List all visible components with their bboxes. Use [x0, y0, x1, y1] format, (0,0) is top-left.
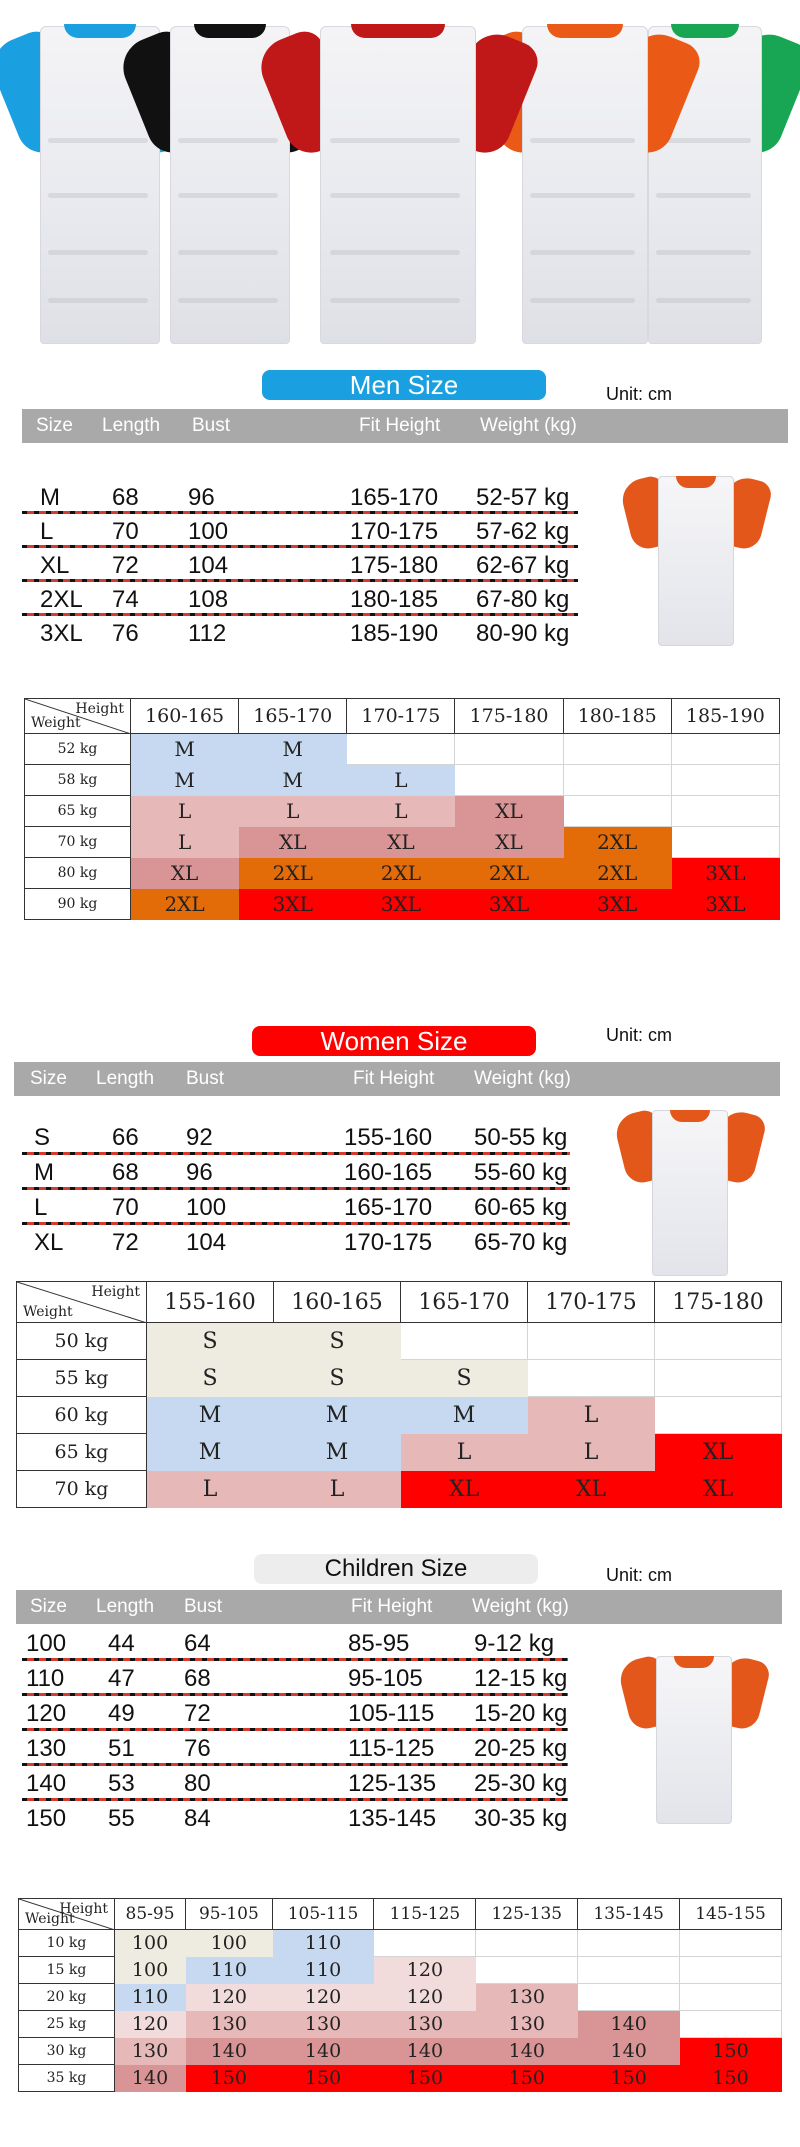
women-grid-corner-height: Height [91, 1284, 140, 1300]
children-grid-cell: 150 [272, 2065, 374, 2092]
men-grid-row [25, 827, 780, 858]
women-grid-corner [17, 1282, 147, 1323]
men-row-bust: 112 [188, 620, 227, 647]
children-row-weight: 30-35 kg [474, 1805, 568, 1832]
children-grid-cell [680, 1930, 782, 1957]
children-grid-height-header: 135-145 [578, 1899, 680, 1930]
men-row-bust: 100 [188, 518, 229, 545]
women-grid-row [17, 1434, 782, 1471]
women-grid-cell: XL [528, 1471, 655, 1508]
children-grid-cell [578, 1957, 680, 1984]
women-grid-height-header: 155-160 [147, 1282, 274, 1323]
women-grid-weight-label: 65 kg [17, 1434, 147, 1471]
women-grid-cell: L [147, 1471, 274, 1508]
children-grid-cell: 150 [578, 2065, 680, 2092]
men-grid-cell: 3XL [347, 889, 455, 920]
women-header-bar [14, 1062, 780, 1096]
men-grid-cell: 3XL [671, 858, 779, 889]
children-row-weight: 20-25 kg [474, 1735, 568, 1762]
children-row-length: 51 [108, 1735, 135, 1762]
children-size-row [0, 1698, 600, 1732]
children-row-size: 120 [26, 1700, 67, 1727]
women-grid-cell: S [147, 1323, 274, 1360]
men-grid-corner-weight: Weight [31, 715, 81, 731]
children-grid-cell: 140 [272, 2038, 374, 2065]
women-row-weight: 55-60 kg [474, 1159, 568, 1186]
children-header-bar [16, 1590, 782, 1624]
children-row-weight: 9-12 kg [474, 1630, 555, 1657]
women-size-row [0, 1227, 600, 1261]
women-grid-height-header: 175-180 [655, 1282, 782, 1323]
children-grid-cell: 150 [374, 2065, 476, 2092]
children-row-bust: 64 [184, 1630, 211, 1657]
men-unit-label: Unit: cm [606, 384, 673, 404]
men-grid-cell: L [131, 796, 239, 827]
women-unit-label: Unit: cm [606, 1025, 673, 1045]
children-grid-row [19, 1984, 782, 2011]
men-grid-cell [455, 765, 563, 796]
women-size-row [0, 1157, 600, 1191]
men-grid-cell [563, 796, 671, 827]
hero-tshirt-red [268, 18, 528, 348]
women-grid-cell: S [274, 1323, 401, 1360]
men-grid-cell: L [347, 765, 455, 796]
children-grid-cell [680, 2011, 782, 2038]
men-header-length: Length [102, 415, 161, 436]
women-row-size: L [34, 1194, 48, 1221]
children-grid-corner-weight: Weight [25, 1911, 75, 1927]
women-grid-cell: L [528, 1397, 655, 1434]
children-row-size: 140 [26, 1770, 67, 1797]
men-row-length: 74 [112, 586, 139, 613]
men-grid-cell: 2XL [131, 889, 239, 920]
children-grid-cell [680, 1984, 782, 2011]
women-grid-cell: S [401, 1360, 528, 1397]
men-grid-weight-label: 52 kg [25, 734, 131, 765]
men-grid-cell: M [239, 765, 347, 796]
women-grid-cell: XL [655, 1471, 782, 1508]
children-grid-header-row [19, 1899, 782, 1930]
children-size-grid [18, 1898, 782, 2092]
men-row-size: XL [40, 552, 70, 579]
women-row-fit-height: 170-175 [344, 1229, 433, 1256]
men-header-bust: Bust [192, 415, 231, 436]
children-size-title: Children Size [254, 1554, 538, 1584]
women-grid-cell: M [147, 1397, 274, 1434]
women-grid-cell: XL [655, 1434, 782, 1471]
children-grid-height-header: 95-105 [186, 1899, 272, 1930]
men-grid-weight-label: 65 kg [25, 796, 131, 827]
men-row-length: 76 [112, 620, 139, 647]
children-row-fit-height: 135-145 [348, 1805, 437, 1832]
men-grid-cell: 2XL [347, 858, 455, 889]
children-grid-height-header: 85-95 [115, 1899, 186, 1930]
women-row-length: 68 [112, 1159, 139, 1186]
women-row-length: 72 [112, 1229, 139, 1256]
children-row-bust: 84 [184, 1805, 211, 1832]
children-row-divider [22, 1798, 568, 1801]
men-row-divider [22, 579, 578, 582]
men-grid-row [25, 889, 780, 920]
women-grid-cell [401, 1323, 528, 1360]
women-grid-row [17, 1323, 782, 1360]
women-grid-row [17, 1471, 782, 1508]
women-grid-header-row [17, 1282, 782, 1323]
men-grid-row [25, 734, 780, 765]
children-header-length: Length [96, 1596, 155, 1617]
women-grid-row [17, 1397, 782, 1434]
men-header-bar [22, 409, 788, 443]
men-row-length: 72 [112, 552, 139, 579]
women-row-weight: 60-65 kg [474, 1194, 568, 1221]
women-grid-cell: M [401, 1397, 528, 1434]
children-grid-cell [476, 1957, 578, 1984]
women-header-size: Size [30, 1068, 67, 1089]
children-grid-row [19, 1957, 782, 1984]
children-grid-cell: 110 [186, 1957, 272, 1984]
men-grid-corner-height: Height [75, 701, 124, 717]
children-grid-cell: 140 [578, 2038, 680, 2065]
children-grid-height-header: 125-135 [476, 1899, 578, 1930]
women-row-fit-height: 165-170 [344, 1194, 433, 1221]
children-grid-height-header: 115-125 [374, 1899, 476, 1930]
women-row-fit-height: 160-165 [344, 1159, 433, 1186]
men-row-weight: 62-67 kg [476, 552, 570, 579]
men-grid-cell [671, 734, 779, 765]
children-grid-cell: 100 [115, 1957, 186, 1984]
men-row-bust: 104 [188, 552, 229, 579]
men-row-size: 3XL [40, 620, 83, 647]
women-size-row [0, 1122, 600, 1156]
women-row-size: M [34, 1159, 54, 1186]
men-row-fit-height: 170-175 [350, 518, 439, 545]
men-grid-header-row [25, 699, 780, 734]
men-row-fit-height: 175-180 [350, 552, 439, 579]
men-row-weight: 52-57 kg [476, 484, 570, 511]
children-grid-row [19, 2011, 782, 2038]
children-header-fit-height: Fit Height [351, 1596, 433, 1617]
men-grid-height-header: 160-165 [131, 699, 239, 734]
women-grid-height-header: 160-165 [274, 1282, 401, 1323]
women-row-divider [22, 1152, 570, 1155]
men-size-grid [24, 698, 780, 920]
children-row-weight: 15-20 kg [474, 1700, 568, 1727]
children-grid-cell: 150 [680, 2065, 782, 2092]
children-grid-cell: 130 [374, 2011, 476, 2038]
men-row-fit-height: 180-185 [350, 586, 439, 613]
children-row-fit-height: 85-95 [348, 1630, 410, 1657]
men-size-row [0, 618, 600, 652]
children-row-bust: 76 [184, 1735, 211, 1762]
men-row-fit-height: 185-190 [350, 620, 439, 647]
men-grid-cell [671, 796, 779, 827]
children-header-weight: Weight (kg) [472, 1596, 569, 1617]
women-grid-cell: L [274, 1471, 401, 1508]
men-row-size: 2XL [40, 586, 83, 613]
women-row-size: S [34, 1124, 51, 1151]
men-grid-row [25, 858, 780, 889]
women-grid-weight-label: 50 kg [17, 1323, 147, 1360]
children-row-fit-height: 95-105 [348, 1665, 423, 1692]
men-grid-height-header: 170-175 [347, 699, 455, 734]
women-grid-weight-label: 55 kg [17, 1360, 147, 1397]
women-row-fit-height: 155-160 [344, 1124, 433, 1151]
men-grid-height-header: 165-170 [239, 699, 347, 734]
children-grid-weight-label: 25 kg [19, 2011, 115, 2038]
men-row-bust: 108 [188, 586, 229, 613]
men-grid-cell: 2XL [239, 858, 347, 889]
women-row-bust: 104 [186, 1229, 227, 1256]
men-size-title: Men Size [262, 370, 546, 400]
children-size-row [0, 1803, 600, 1837]
women-row-weight: 65-70 kg [474, 1229, 568, 1256]
children-grid-row [19, 2038, 782, 2065]
children-grid-cell [578, 1984, 680, 2011]
children-grid-weight-label: 20 kg [19, 1984, 115, 2011]
men-row-divider [22, 545, 578, 548]
men-grid-cell [563, 734, 671, 765]
men-row-weight: 80-90 kg [476, 620, 570, 647]
children-row-fit-height: 125-135 [348, 1770, 437, 1797]
children-row-length: 53 [108, 1770, 135, 1797]
children-row-bust: 68 [184, 1665, 211, 1692]
men-grid-cell [671, 827, 779, 858]
children-size-row [0, 1768, 600, 1802]
men-grid-cell: L [131, 827, 239, 858]
men-grid-cell: XL [455, 796, 563, 827]
children-grid-cell: 110 [272, 1930, 374, 1957]
children-row-length: 49 [108, 1700, 135, 1727]
women-row-bust: 96 [186, 1159, 213, 1186]
women-row-length: 70 [112, 1194, 139, 1221]
men-grid-cell: 2XL [455, 858, 563, 889]
women-grid-cell [655, 1323, 782, 1360]
children-grid-weight-label: 15 kg [19, 1957, 115, 1984]
women-grid-height-header: 165-170 [401, 1282, 528, 1323]
women-grid-cell: S [147, 1360, 274, 1397]
men-grid-cell: M [239, 734, 347, 765]
children-row-fit-height: 105-115 [348, 1700, 435, 1727]
men-header-size: Size [36, 415, 73, 436]
men-grid-cell: XL [239, 827, 347, 858]
children-size-row [0, 1663, 600, 1697]
children-grid-cell: 130 [115, 2038, 186, 2065]
children-grid-cell [374, 1930, 476, 1957]
men-grid-cell [671, 765, 779, 796]
men-grid-cell: 2XL [563, 827, 671, 858]
men-grid-corner [25, 699, 131, 734]
children-grid-cell: 100 [115, 1930, 186, 1957]
women-header-bust: Bust [186, 1068, 225, 1089]
children-tshirt-image [624, 1650, 764, 1828]
children-row-divider [22, 1693, 568, 1696]
men-grid-height-header: 185-190 [671, 699, 779, 734]
men-grid-height-header: 175-180 [455, 699, 563, 734]
children-grid-corner [19, 1899, 115, 1930]
children-grid-cell [476, 1930, 578, 1957]
men-row-length: 68 [112, 484, 139, 511]
hero-tshirt-photo [0, 0, 800, 350]
children-grid-corner-height: Height [59, 1901, 108, 1917]
men-row-weight: 57-62 kg [476, 518, 570, 545]
men-row-divider [22, 613, 578, 616]
women-grid-weight-label: 60 kg [17, 1397, 147, 1434]
women-row-divider [22, 1187, 570, 1190]
children-row-weight: 12-15 kg [474, 1665, 568, 1692]
women-row-weight: 50-55 kg [474, 1124, 568, 1151]
men-row-size: L [40, 518, 54, 545]
men-grid-row [25, 796, 780, 827]
children-grid-weight-label: 10 kg [19, 1930, 115, 1957]
children-row-weight: 25-30 kg [474, 1770, 568, 1797]
women-size-title: Women Size [252, 1026, 536, 1056]
children-row-length: 44 [108, 1630, 135, 1657]
children-row-size: 110 [26, 1665, 65, 1692]
children-grid-cell: 140 [578, 2011, 680, 2038]
children-row-length: 47 [108, 1665, 135, 1692]
children-grid-cell: 120 [272, 1984, 374, 2011]
men-grid-cell [563, 765, 671, 796]
men-header-fit-height: Fit Height [359, 415, 441, 436]
men-grid-cell [347, 734, 455, 765]
children-row-size: 130 [26, 1735, 67, 1762]
women-grid-cell: M [274, 1434, 401, 1471]
children-grid-height-header: 145-155 [680, 1899, 782, 1930]
children-grid-cell [578, 1930, 680, 1957]
children-grid-cell: 140 [186, 2038, 272, 2065]
men-grid-cell: XL [455, 827, 563, 858]
men-grid-cell: 2XL [563, 858, 671, 889]
men-grid-row [25, 765, 780, 796]
women-row-divider [22, 1222, 570, 1225]
children-row-length: 55 [108, 1805, 135, 1832]
children-grid-cell: 110 [115, 1984, 186, 2011]
men-grid-cell [455, 734, 563, 765]
children-grid-cell: 140 [115, 2065, 186, 2092]
men-grid-cell: 3XL [563, 889, 671, 920]
women-row-bust: 92 [186, 1124, 213, 1151]
men-header-weight: Weight (kg) [480, 415, 577, 436]
men-grid-weight-label: 80 kg [25, 858, 131, 889]
men-grid-cell: 3XL [671, 889, 779, 920]
children-grid-cell: 120 [115, 2011, 186, 2038]
children-row-size: 150 [26, 1805, 67, 1832]
men-row-fit-height: 165-170 [350, 484, 439, 511]
children-grid-cell: 110 [272, 1957, 374, 1984]
children-grid-cell: 130 [476, 1984, 578, 2011]
children-grid-cell: 140 [476, 2038, 578, 2065]
women-grid-height-header: 170-175 [528, 1282, 655, 1323]
women-header-weight: Weight (kg) [474, 1068, 571, 1089]
children-size-row [0, 1628, 600, 1662]
women-row-bust: 100 [186, 1194, 227, 1221]
children-grid-weight-label: 35 kg [19, 2065, 115, 2092]
men-grid-weight-label: 58 kg [25, 765, 131, 796]
men-grid-weight-label: 90 kg [25, 889, 131, 920]
children-row-bust: 80 [184, 1770, 211, 1797]
men-row-divider [22, 511, 578, 514]
children-row-divider [22, 1763, 568, 1766]
women-grid-cell: M [147, 1434, 274, 1471]
children-grid-height-header: 105-115 [272, 1899, 374, 1930]
children-grid-weight-label: 30 kg [19, 2038, 115, 2065]
children-grid-cell: 150 [476, 2065, 578, 2092]
children-grid-cell [680, 1957, 782, 1984]
men-grid-weight-label: 70 kg [25, 827, 131, 858]
women-grid-row [17, 1360, 782, 1397]
women-grid-cell [528, 1360, 655, 1397]
women-grid-cell: XL [401, 1471, 528, 1508]
women-size-grid [16, 1281, 782, 1508]
women-header-fit-height: Fit Height [353, 1068, 435, 1089]
children-unit-label: Unit: cm [606, 1565, 673, 1585]
men-tshirt-image [626, 470, 766, 650]
women-grid-cell: L [401, 1434, 528, 1471]
children-row-divider [22, 1658, 568, 1661]
men-grid-cell: L [239, 796, 347, 827]
children-header-size: Size [30, 1596, 67, 1617]
men-grid-cell: XL [347, 827, 455, 858]
children-row-divider [22, 1728, 568, 1731]
men-row-weight: 67-80 kg [476, 586, 570, 613]
children-grid-row [19, 2065, 782, 2092]
children-grid-cell: 100 [186, 1930, 272, 1957]
women-grid-cell: S [274, 1360, 401, 1397]
men-row-size: M [40, 484, 60, 511]
men-grid-cell: L [347, 796, 455, 827]
women-grid-cell: L [528, 1434, 655, 1471]
children-grid-cell: 120 [186, 1984, 272, 2011]
children-row-fit-height: 115-125 [348, 1735, 435, 1762]
women-tshirt-image [620, 1104, 760, 1280]
women-grid-cell: M [274, 1397, 401, 1434]
women-size-row [0, 1192, 600, 1226]
women-grid-cell [528, 1323, 655, 1360]
women-header-length: Length [96, 1068, 155, 1089]
women-grid-cell [655, 1360, 782, 1397]
men-grid-cell: XL [131, 858, 239, 889]
women-row-size: XL [34, 1229, 64, 1256]
children-grid-row [19, 1930, 782, 1957]
children-row-bust: 72 [184, 1700, 211, 1727]
men-grid-height-header: 180-185 [563, 699, 671, 734]
men-grid-cell: 3XL [239, 889, 347, 920]
children-header-bust: Bust [184, 1596, 223, 1617]
men-grid-cell: M [131, 734, 239, 765]
women-grid-corner-weight: Weight [23, 1304, 73, 1320]
children-row-size: 100 [26, 1630, 67, 1657]
children-grid-cell: 150 [186, 2065, 272, 2092]
men-grid-cell: M [131, 765, 239, 796]
children-grid-cell: 120 [374, 1957, 476, 1984]
men-row-bust: 96 [188, 484, 215, 511]
children-grid-cell: 130 [186, 2011, 272, 2038]
children-grid-cell: 130 [272, 2011, 374, 2038]
children-size-row [0, 1733, 600, 1767]
children-grid-cell: 150 [680, 2038, 782, 2065]
men-grid-cell: 3XL [455, 889, 563, 920]
men-row-length: 70 [112, 518, 139, 545]
women-grid-cell [655, 1397, 782, 1434]
children-grid-cell: 130 [476, 2011, 578, 2038]
women-row-length: 66 [112, 1124, 139, 1151]
children-grid-cell: 120 [374, 1984, 476, 2011]
women-grid-weight-label: 70 kg [17, 1471, 147, 1508]
children-grid-cell: 140 [374, 2038, 476, 2065]
